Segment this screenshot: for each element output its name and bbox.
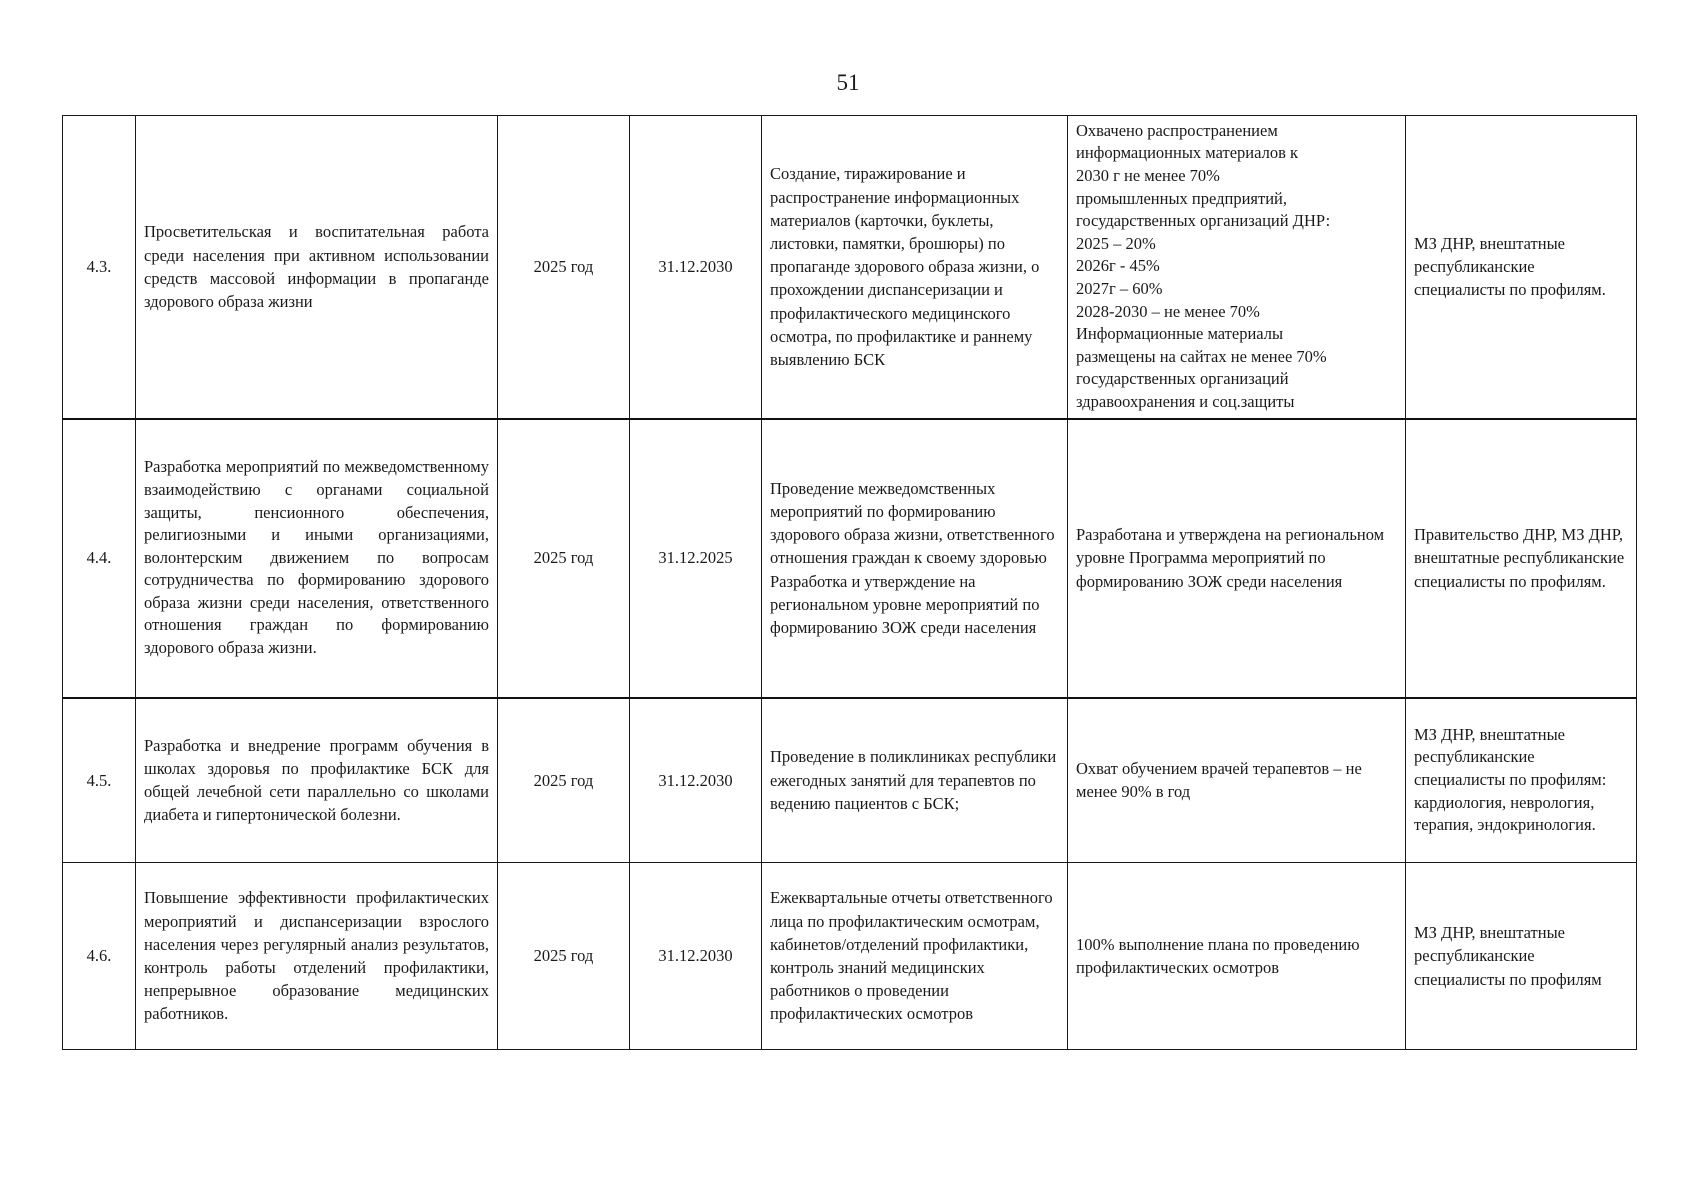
result-line: Охвачено распространением	[1076, 120, 1278, 140]
start-date-cell: 2025 год	[498, 863, 630, 1050]
action-cell: Просветительская и воспитательная работа среди населения при активном использовании средств массовой информации в пропаганде здорового образа жизни	[136, 116, 498, 419]
result-line: 2030 г не менее 70%	[1076, 166, 1220, 186]
table-row	[63, 863, 1637, 1050]
result-line: промышленных предприятий,	[1076, 188, 1288, 208]
row-number: 4.6.	[63, 863, 136, 1050]
row-number: 4.5.	[63, 698, 136, 863]
end-date-cell: 31.12.2025	[630, 419, 762, 698]
table-row	[63, 698, 1637, 863]
content-cell: Создание, тиражирование и распространение информационных материалов (карточки, буклеты, листовки, памятки, брошюры) по пропаганде здорового образа жизни, о прохождении диспансеризации и профилактического медицинского осмотра, по профилактике и раннему выявлению БСК	[762, 116, 1068, 419]
responsible-cell: МЗ ДНР, внештатные республиканские специалисты по профилям.	[1406, 116, 1637, 419]
result-line: государственных организаций	[1076, 369, 1289, 389]
page-number: 51	[836, 70, 860, 95]
result-cell: Разработана и утверждена на региональном уровне Программа мероприятий по формированию ЗОЖ среди населения	[1068, 419, 1406, 698]
content-cell: Проведение межведомственных мероприятий по формированию здорового образа жизни, ответственного отношения граждан к своему здоровью Разработка и утверждение на региональном уровне мероприятий по формированию ЗОЖ среди населения	[762, 419, 1068, 698]
action-cell: Разработка и внедрение программ обучения в школах здоровья по профилактике БСК для общей лечебной сети параллельно со школами диабета и гипертонической болезни.	[136, 698, 498, 863]
responsible-cell: МЗ ДНР, внештатные республиканские специалисты по профилям	[1406, 863, 1637, 1050]
result-line: 2028-2030 – не менее 70%	[1076, 301, 1260, 321]
result-line: размещены на сайтах не менее 70%	[1076, 346, 1327, 366]
result-line: 2026г - 45%	[1076, 256, 1160, 276]
responsible-cell: МЗ ДНР, внештатные республиканские специалисты по профилям: кардиология, неврология, терапия, эндокринология.	[1406, 698, 1637, 863]
action-cell: Повышение эффективности профилактических мероприятий и диспансеризации взрослого населения через регулярный анализ результатов, контроль работы отделений профилактики, непрерывное образование медицинских работников.	[136, 863, 498, 1050]
content-cell: Ежеквартальные отчеты ответственного лица по профилактическим осмотрам, кабинетов/отделений профилактики, контроль знаний медицинских работников о проведении профилактических осмотров	[762, 863, 1068, 1050]
table-row	[63, 116, 1637, 419]
result-line: здравоохранения и соц.защиты	[1076, 392, 1295, 412]
end-date-cell: 31.12.2030	[630, 698, 762, 863]
start-date-cell: 2025 год	[498, 419, 630, 698]
table-row	[63, 419, 1637, 698]
result-line: информационных материалов к	[1076, 143, 1299, 163]
result-line: государственных организаций ДНР:	[1076, 211, 1331, 231]
result-line: Информационные материалы	[1076, 324, 1284, 344]
result-cell: Охват обучением врачей терапевтов – не менее 90% в год	[1068, 698, 1406, 863]
responsible-cell: Правительство ДНР, МЗ ДНР, внештатные республиканские специалисты по профилям.	[1406, 419, 1637, 698]
result-line: 2025 – 20%	[1076, 233, 1156, 253]
activity-table	[62, 115, 1637, 1050]
action-cell: Разработка мероприятий по межведомственному взаимодействию с органами социальной защиты, пенсионного обеспечения, религиозными и иными организациями, волонтерским движением по вопросам сотрудничества по формированию здорового образа жизни среди населения, ответственного отношения граждан по формированию здорового образа жизни.	[136, 419, 498, 698]
start-date-cell: 2025 год	[498, 698, 630, 863]
row-number: 4.3.	[63, 116, 136, 419]
row-number: 4.4.	[63, 419, 136, 698]
end-date-cell: 31.12.2030	[630, 116, 762, 419]
start-date-cell: 2025 год	[498, 116, 630, 419]
result-line: 2027г – 60%	[1076, 279, 1163, 299]
content-cell: Проведение в поликлиниках республики ежегодных занятий для терапевтов по ведению пациентов с БСК;	[762, 698, 1068, 863]
end-date-cell: 31.12.2030	[630, 863, 762, 1050]
result-cell	[1068, 116, 1406, 419]
result-cell: 100% выполнение плана по проведению профилактических осмотров	[1068, 863, 1406, 1050]
